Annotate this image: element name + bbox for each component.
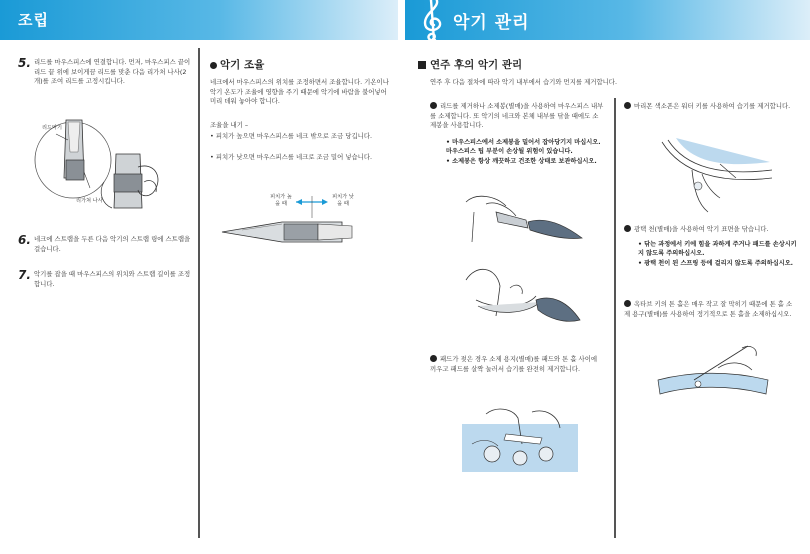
care-item-2: [430, 355, 604, 374]
care-item-1-note-1-text: 마우스피스에서 소제봉을 밀어서 잡아당기지 마십시오. 마우스피스 팁 부분이 손상될 위험이 있습니다.: [446, 139, 601, 155]
bullet-icon: [624, 300, 631, 307]
tuning-subheading: 조율을 내기 –: [210, 121, 249, 129]
water-key-illustration: [662, 134, 782, 214]
tuning-title-text: 악기 조율: [220, 59, 265, 71]
care-title-text: 연주 후의 악기 관리: [430, 59, 523, 71]
tuning-item-1: • 피치가 높으면 마우스피스를 네크 밖으로 조금 당깁니다.: [210, 132, 373, 140]
swab-neck-illustration: [456, 260, 596, 340]
care-item-5: [624, 300, 798, 319]
care-item-4-note-1-text: 닦는 과정에서 키에 힘을 과하게 주거나 패드를 손상시키지 않도록 주의하십시오.: [638, 241, 797, 257]
care-title: [418, 57, 522, 72]
care-item-3-text: 마리몬 색소폰은 워터 키를 사용하여 습기를 제거합니다.: [634, 102, 791, 110]
care-item-1-note-1: • 마우스피스에서 소제봉을 밀어서 잡아당기지 마십시오. 마우스피스 팁 부분이 손상될 위험이 있습니다.: [446, 139, 601, 155]
step-7-text: 악기를 잡을 때 마우스피스의 위치와 스트랩 길이를 조정합니다.: [34, 270, 191, 288]
tuning-item-2: • 피치가 낮으면 마우스피스를 네크로 조금 밀어 넣습니다.: [210, 153, 373, 161]
tuning-arrow-illustration: [222, 196, 362, 256]
tuning-title: [210, 57, 264, 72]
bullet-icon: [430, 102, 437, 109]
care-item-4-note-2: • 광택 천이 된 스프링 등에 걸리지 않도록 주의하십시오.: [638, 260, 794, 267]
column-divider-main: [198, 48, 200, 538]
step-6-number: 6.: [18, 233, 31, 247]
care-item-1: [430, 102, 604, 131]
tuning-item-2-text: 피치가 낮으면 마우스피스를 네크로 조금 밀어 넣습니다.: [215, 153, 373, 161]
care-item-2-text: 패드가 젖은 경우 소제 용지(별매)를 패드와 톤 홀 사이에 끼우고 패드를 살짝 눌러서 습기를 완전히 제거합니다.: [430, 355, 598, 373]
swab-mouthpiece-illustration: [456, 182, 596, 252]
bullet-icon: [624, 225, 631, 232]
bullet-icon: [430, 355, 437, 362]
care-item-4: [624, 225, 798, 235]
care-item-4-text: 광택 천(별매)을 사용하여 악기 표면을 닦습니다.: [634, 225, 769, 233]
reed-label: 리드악기: [42, 125, 63, 131]
bullet-icon: [624, 102, 631, 109]
pitch-low-label: 피치가 낮을 때: [332, 194, 354, 207]
tuning-intro: 네크에서 마우스피스의 위치를 조정하면서 조율합니다. 기온이나 악기 온도가 조율에 영향을 주기 때문에 악기에 바람을 불어넣어 미리 데워 놓아야 합니다.: [210, 78, 389, 106]
care-item-3: [624, 102, 798, 112]
section-bullet-icon: [210, 62, 217, 69]
tuning-item-1-text: 피치가 높으면 마우스피스를 네크 밖으로 조금 당깁니다.: [215, 132, 373, 140]
care-item-4-note-1: • 닦는 과정에서 키에 힘을 과하게 주거나 패드를 손상시키지 않도록 주의하십시오.: [638, 241, 797, 257]
header-left: [0, 0, 398, 40]
care-item-4-note-2-text: 광택 천이 된 스프링 등에 걸리지 않도록 주의하십시오.: [644, 260, 794, 267]
care-item-1-note-2-text: 소제봉은 항상 깨끗하고 건조한 상태로 보관하십시오.: [452, 158, 597, 165]
section-title-assembly: 조립: [18, 11, 49, 29]
care-item-5-text: 옥타브 키의 톤 홀은 매우 작고 잘 막히기 때문에 톤 홀 소제 용구(별매)를 사용하여 정기적으로 톤 홀을 소제하십시오.: [624, 300, 793, 318]
care-item-1-text: 리드를 제거하나 소제봉(별매)을 사용하여 마우스피스 내부를 소제합니다. 또 악기의 네크와 본체 내부를 닦을 때에도 소제봉을 사용합니다.: [430, 102, 604, 130]
care-item-1-note-2: • 소제봉은 항상 깨끗하고 건조한 상태로 보관하십시오.: [446, 158, 597, 165]
step-5-text: 리드를 마우스피스에 연결합니다. 먼저, 마우스피스 끝이 리드 끝 위에 보이게끔 리드를 맞춘 다음 리가처 나사(2개)를 조여 리드를 고정시킵니다.: [34, 58, 191, 86]
step-5-number: 5.: [18, 56, 31, 70]
care-intro: 연주 후 다음 절차에 따라 악기 내부에서 습기와 먼지를 제거합니다.: [430, 78, 617, 86]
header-right: [405, 0, 810, 40]
section-title-care: 악기 관리: [453, 13, 530, 33]
ligature-screw-label: 리가쳐 나사: [76, 198, 103, 204]
pitch-high-label: 피치가 높을 때: [270, 194, 292, 207]
column-divider-right: [614, 98, 616, 538]
section-square-icon: [418, 61, 426, 69]
treble-clef-icon: [417, 0, 451, 40]
step-6-text: 네크에 스트랩을 두른 다음 악기의 스트랩 링에 스트랩을 걸습니다.: [34, 235, 191, 253]
tone-hole-cleaner-illustration: [658, 340, 778, 400]
pad-cleaning-illustration: [462, 404, 582, 474]
step-7-number: 7.: [18, 268, 31, 282]
